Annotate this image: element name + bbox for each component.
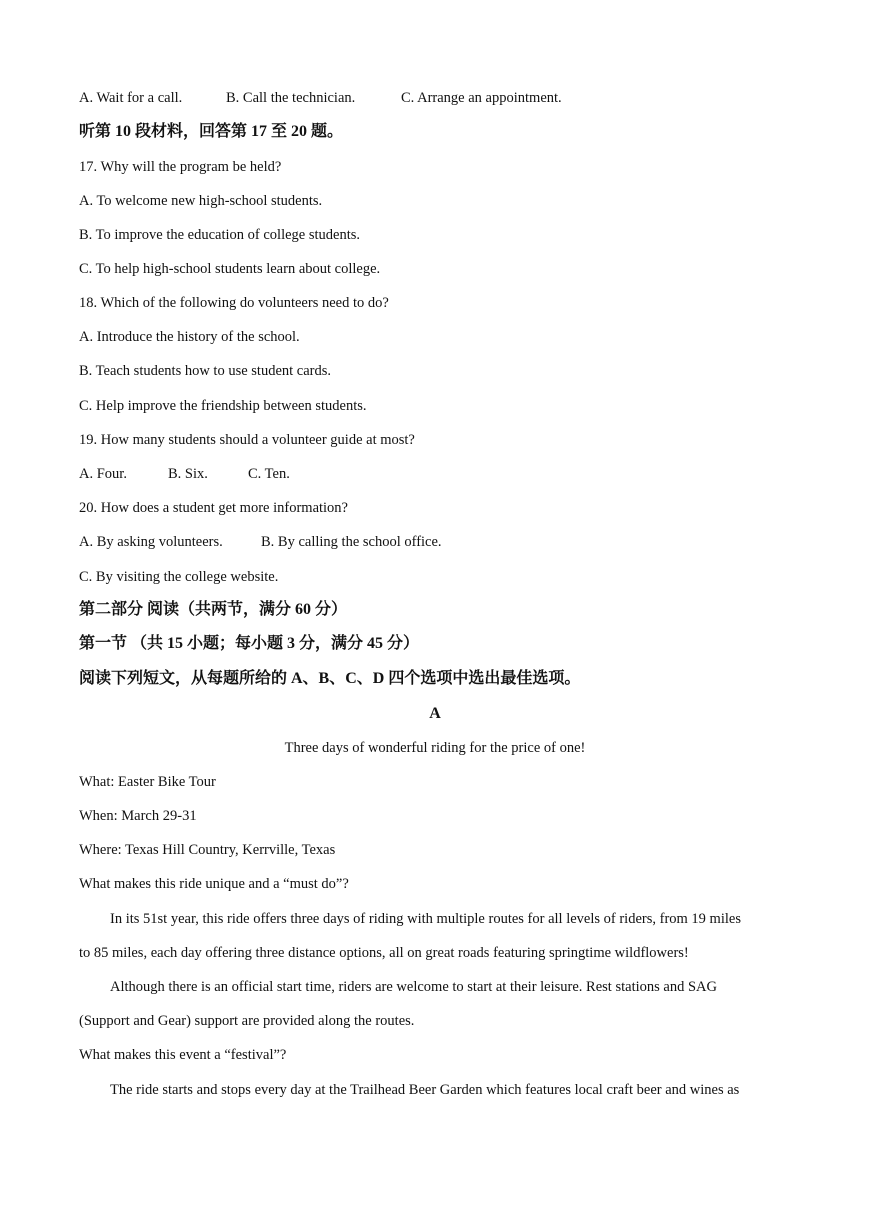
q18-option-a: A. Introduce the history of the school. bbox=[79, 329, 300, 345]
passage-para2-line2: (Support and Gear) support are provided along the routes. bbox=[79, 1013, 415, 1029]
q20-option-b: B. By calling the school office. bbox=[261, 534, 442, 550]
q16-option-a: A. Wait for a call. bbox=[79, 90, 183, 106]
q19-option-c: C. Ten. bbox=[248, 466, 290, 482]
q16-option-b: B. Call the technician. bbox=[226, 90, 356, 106]
q18-option-b: B. Teach students how to use student cards. bbox=[79, 363, 332, 379]
passage-when: When: March 29-31 bbox=[79, 808, 197, 824]
part2-heading: 第二部分 阅读（共两节，满分 60 分） bbox=[79, 601, 348, 618]
passage-para2-line1: Although there is an official start time, riders are welcome to start at their leisure. Rest stations and SAG bbox=[110, 979, 717, 995]
passage-where: Where: Texas Hill Country, Kerrville, Texas bbox=[79, 842, 336, 858]
q16-options bbox=[79, 89, 562, 107]
passage-festival-heading: What makes this event a “festival”? bbox=[79, 1047, 287, 1063]
q19-option-a: A. Four. bbox=[79, 466, 127, 482]
q16-option-c: C. Arrange an appointment. bbox=[401, 90, 562, 106]
q18-stem: 18. Which of the following do volunteers need to do? bbox=[79, 295, 389, 311]
passage-subtitle: Three days of wonderful riding for the price of one! bbox=[284, 740, 586, 756]
q19-options bbox=[79, 465, 290, 483]
q17-stem: 17. Why will the program be held? bbox=[79, 159, 282, 175]
part2-instructions: 阅读下列短文，从每题所给的 A、B、C、D 四个选项中选出最佳选项。 bbox=[79, 670, 581, 687]
passage-para3-line1: The ride starts and stops every day at the Trailhead Beer Garden which features local craft beer and wines as bbox=[110, 1082, 740, 1098]
q17-option-b: B. To improve the education of college students. bbox=[79, 227, 361, 243]
passage-what: What: Easter Bike Tour bbox=[79, 774, 216, 790]
q18-option-c: C. Help improve the friendship between students. bbox=[79, 398, 367, 414]
q20-options-row bbox=[79, 533, 442, 551]
passage-label: A bbox=[429, 705, 441, 722]
q20-option-c: C. By visiting the college website. bbox=[79, 569, 279, 585]
q17-option-c: C. To help high-school students learn about college. bbox=[79, 261, 381, 277]
passage-para1-line1: In its 51st year, this ride offers three days of riding with multiple routes for all levels of riders, from 19 miles bbox=[110, 911, 741, 927]
section10-heading: 听第 10 段材料，回答第 17 至 20 题。 bbox=[79, 123, 344, 140]
passage-para1-line2: to 85 miles, each day offering three distance options, all on great roads featuring springtime wildflowers! bbox=[79, 945, 689, 961]
q19-option-b: B. Six. bbox=[168, 466, 208, 482]
q19-stem: 19. How many students should a volunteer guide at most? bbox=[79, 432, 415, 448]
q17-option-a: A. To welcome new high-school students. bbox=[79, 193, 323, 209]
q20-stem: 20. How does a student get more information? bbox=[79, 500, 348, 516]
passage-unique-heading: What makes this ride unique and a “must do”? bbox=[79, 876, 349, 892]
q20-option-a: A. By asking volunteers. bbox=[79, 534, 223, 550]
part2-section1-heading: 第一节 （共 15 小题；每小题 3 分，满分 45 分） bbox=[79, 635, 420, 652]
